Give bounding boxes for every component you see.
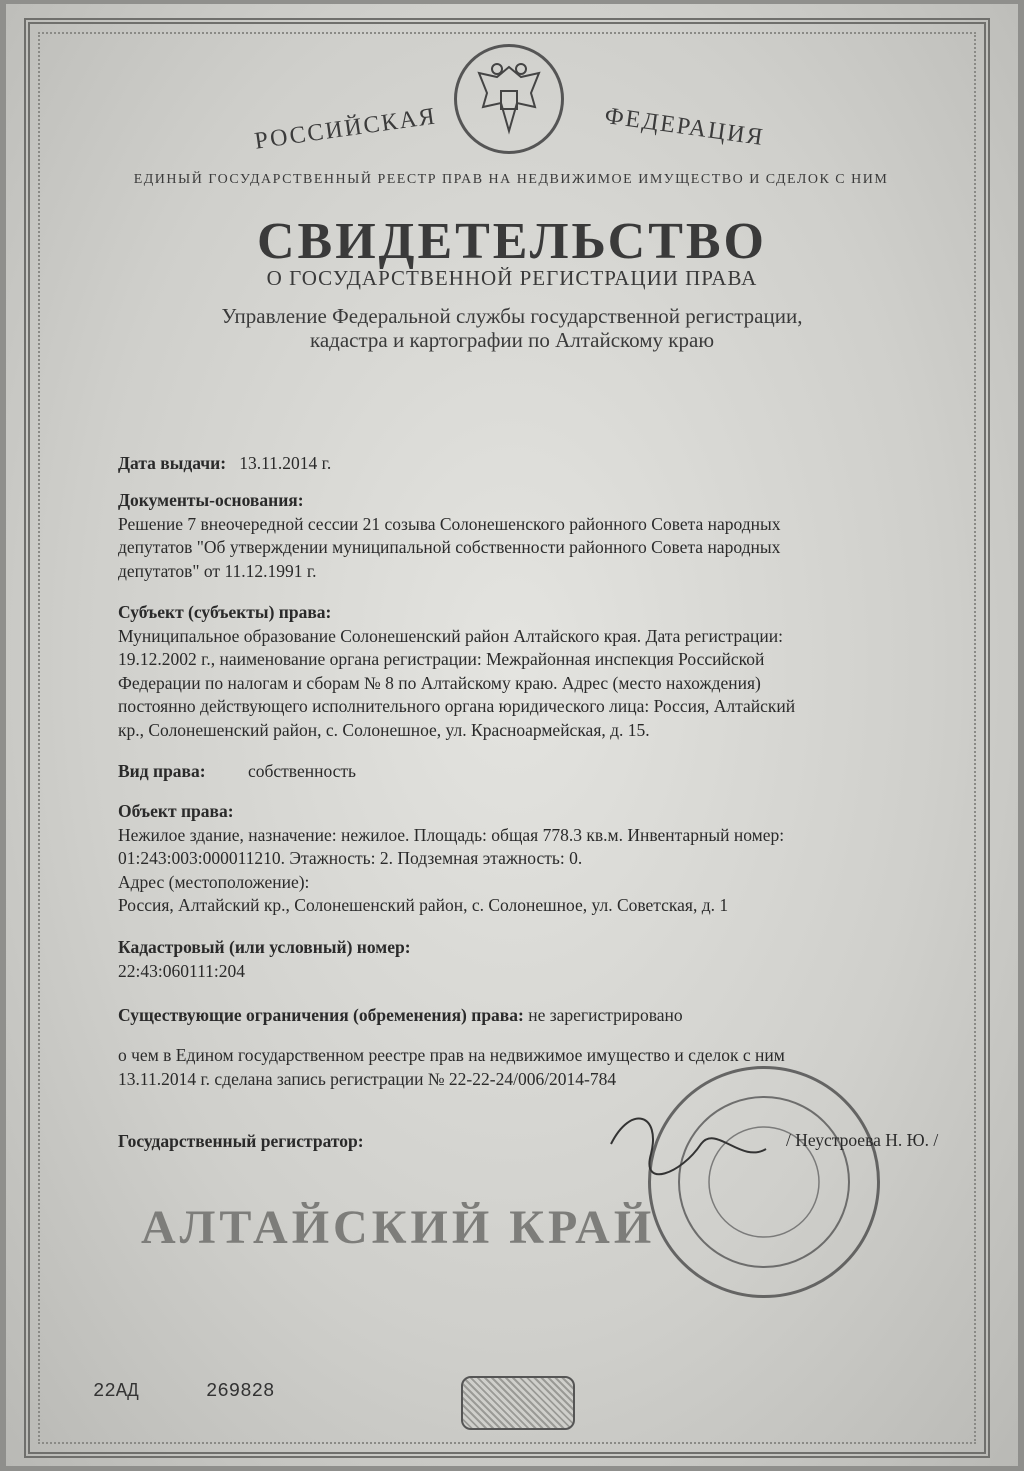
document-title: СВИДЕТЕЛЬСТВО bbox=[256, 213, 768, 270]
coat-of-arms-emblem bbox=[454, 44, 564, 154]
text-line: депутатов" от 11.12.1991 г. bbox=[118, 560, 317, 581]
object-section bbox=[118, 800, 948, 918]
document-subtitle: О ГОСУДАРСТВЕННОЙ РЕГИСТРАЦИИ ПРАВА bbox=[266, 266, 758, 290]
registrar-label-text: Государственный регистратор: bbox=[118, 1131, 364, 1151]
basis-documents bbox=[118, 489, 948, 583]
text-line: о чем в Едином государственном реестре прав на недвижимое имущество и сделок с ним bbox=[118, 1045, 785, 1065]
text-line: постоянно действующего исполнительного органа юридического лица: Россия, Алтайский bbox=[118, 696, 796, 716]
ribbon-right: ФЕДЕРАЦИЯ bbox=[603, 102, 767, 152]
text-line: 13.11.2014 г. сделана запись регистрации № 22-22-24/006/2014-784 bbox=[118, 1068, 617, 1089]
cadastral-section bbox=[118, 936, 948, 983]
agency-line-2: кадастра и картографии по Алтайскому краю bbox=[309, 328, 715, 352]
text-line: депутатов "Об утверждении муниципальной собственности районного Совета народных bbox=[118, 537, 781, 557]
subject-label: Субъект (субъекты) права: bbox=[118, 602, 332, 622]
region-watermark: АЛТАЙСКИЙ КРАЙ bbox=[141, 1201, 656, 1254]
subject-section bbox=[118, 601, 948, 742]
certificate-sheet bbox=[6, 4, 1018, 1466]
basis-documents-label: Документы-основания: bbox=[118, 490, 304, 510]
text-line: Адрес (местоположение): bbox=[118, 871, 310, 892]
series: 22АД bbox=[93, 1380, 139, 1402]
ribbon-left: РОССИЙСКАЯ bbox=[253, 103, 439, 155]
registrar-name: / Неустроева Н. Ю. / bbox=[786, 1130, 939, 1150]
text-line: Федерации по налогам и сборам № 8 по Алтайскому краю. Адрес (место нахождения) bbox=[118, 672, 761, 693]
right-type bbox=[118, 760, 948, 784]
text-line: Нежилое здание, назначение: нежилое. Площадь: общая 778.3 кв.м. Инвентарный номер: bbox=[118, 824, 785, 845]
registry-arc-text: ЕДИНЫЙ ГОСУДАРСТВЕННЫЙ РЕЕСТР ПРАВ НА НЕДВИЖИМОЕ ИМУЩЕСТВО И СДЕЛОК С НИМ bbox=[133, 172, 889, 187]
footer-ornament bbox=[461, 1376, 575, 1430]
agency-line-1: Управление Федеральной службы государственной регистрации, bbox=[221, 304, 803, 328]
text-line: Муниципальное образование Солонешенский район Алтайского края. Дата регистрации: bbox=[118, 625, 783, 646]
cadastral-label: Кадастровый (или условный) номер: bbox=[118, 937, 411, 957]
right-type-value: собственность bbox=[247, 761, 357, 781]
serial-number: 269828 bbox=[206, 1380, 275, 1402]
object-label: Объект права: bbox=[118, 801, 234, 821]
text-line: 19.12.2002 г., наименование органа регистрации: Межрайонная инспекция Российской bbox=[118, 649, 765, 669]
encumbrances bbox=[118, 1004, 948, 1028]
text-line: Решение 7 внеочередной сессии 21 созыва Солонешенского районного Совета народных bbox=[118, 513, 781, 534]
text-line: кр., Солонешенский район, с. Солонешное, ул. Красноармейская, д. 15. bbox=[118, 719, 650, 740]
encumbrances-label: Существующие ограничения (обременения) права: bbox=[118, 1005, 524, 1025]
text-line: 01:243:003:000011210. Этажность: 2. Подземная этажность: 0. bbox=[118, 848, 583, 868]
text-line: Россия, Алтайский кр., Солонешенский район, с. Солонешное, ул. Советская, д. 1 bbox=[118, 895, 729, 915]
cadastral-number: 22:43:060111:204 bbox=[118, 960, 246, 981]
issue-date-label: Дата выдачи: bbox=[118, 453, 227, 473]
issue-date-value: 13.11.2014 г. bbox=[239, 453, 332, 473]
right-type-label: Вид права: bbox=[118, 761, 206, 781]
encumbrances-value: не зарегистрировано bbox=[528, 1005, 683, 1025]
issue-date bbox=[118, 452, 948, 476]
